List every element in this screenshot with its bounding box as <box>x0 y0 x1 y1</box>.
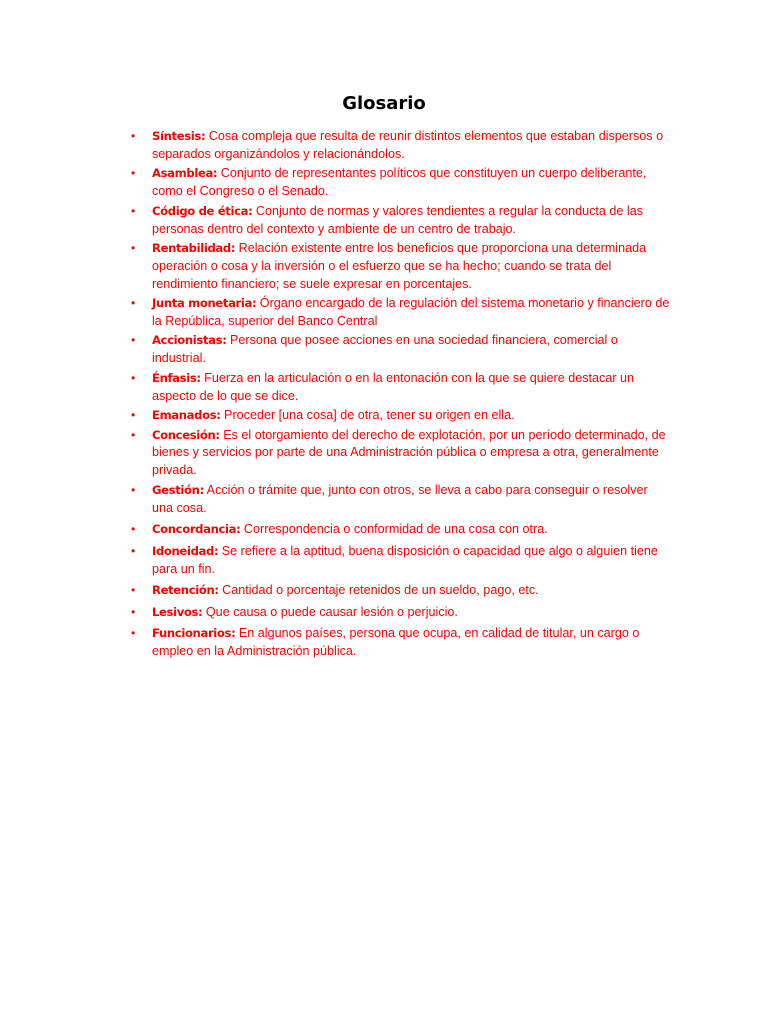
glossary-term: Lesivos: <box>152 604 203 619</box>
glossary-definition: Conjunto de representantes políticos que constituyen un cuerpo deliberante, como el Congreso o el Senado. <box>152 166 647 199</box>
bullet-icon: • <box>131 626 136 641</box>
glossary-entry <box>131 482 672 518</box>
glossary-entry <box>131 427 672 481</box>
glossary-term: Asamblea: <box>152 166 218 181</box>
glossary-term: Concordancia: <box>152 522 241 537</box>
bullet-icon: • <box>131 129 136 143</box>
glossary-term: Junta monetaria: <box>152 296 257 311</box>
glossary-entry <box>131 604 672 622</box>
glossary-definition: Fuerza en la articulación o en la entonación con la que se quiere destacar un aspecto de lo que se dice. <box>152 370 635 403</box>
glossary-definition: Se refiere a la aptitud, buena disposición o capacidad que algo o alguien tiene para un fin. <box>152 543 658 576</box>
glossary-term: Accionistas: <box>152 333 227 348</box>
bullet-icon: • <box>131 522 136 537</box>
glossary-definition: Persona que posee acciones en una sociedad financiera, comercial o industrial. <box>152 333 618 366</box>
glossary-entry <box>131 240 672 294</box>
glossary-definition: Proceder [una cosa] de otra, tener su origen en ella. <box>220 408 515 423</box>
glossary-term: Retención: <box>152 583 219 598</box>
glossary-term: Emanados: <box>152 408 221 423</box>
bullet-icon: • <box>131 240 136 255</box>
glossary-definition: Es el otorgamiento del derecho de explotación, por un período determinado, de bienes y servicios por parte de una Administración pública o empresa a otra, generalmente privada. <box>152 427 666 478</box>
glossary-definition: Cantidad o porcentaje retenidos de un sueldo, pago, etc. <box>218 583 539 598</box>
bullet-icon: • <box>131 427 136 442</box>
glossary-term: Concesión: <box>152 427 220 442</box>
glossary-entry <box>131 582 672 600</box>
glossary-entry <box>131 407 672 425</box>
glossary-entry <box>131 543 672 579</box>
glossary-term: Gestión: <box>152 482 204 497</box>
glossary-list <box>131 128 672 662</box>
glossary-entry <box>131 625 672 661</box>
glossary-entry <box>131 370 672 406</box>
glossary-entry <box>131 332 672 368</box>
glossary-term: Código de ética: <box>152 203 253 218</box>
glossary-definition: Órgano encargado de la regulación del sistema monetario y financiero de la República, superior del Banco Central <box>152 296 670 329</box>
glossary-term: Rentabilidad: <box>152 240 236 255</box>
glossary-entry <box>131 521 672 539</box>
glossary-entry <box>131 165 672 201</box>
glossary-definition: Acción o trámite que, junto con otros, se lleva a cabo para conseguir o resolver una cosa. <box>152 482 648 515</box>
bullet-icon: • <box>131 583 136 598</box>
glossary-entry <box>131 295 672 331</box>
glossary-definition: Conjunto de normas y valores tendientes a regular la conducta de las personas dentro del contexto y ambiente de un centro de trabajo. <box>152 203 643 236</box>
glossary-entry <box>131 203 672 239</box>
glossary-term: Énfasis: <box>152 370 201 385</box>
glossary-term: Funcionarios: <box>152 626 236 641</box>
bullet-icon: • <box>131 370 136 385</box>
bullet-icon: • <box>131 166 136 181</box>
glossary-term: Idoneidad: <box>152 543 219 558</box>
bullet-icon: • <box>131 203 136 218</box>
glossary-term: Síntesis: <box>152 129 206 143</box>
glossary-definition: Que causa o puede causar lesión o perjuicio. <box>202 604 458 619</box>
glossary-definition: Relación existente entre los beneficios que proporciona una determinada operación o cosa y la inversión o el esfuerzo que se ha hecho; cuando se trata del rendimiento financiero; se suele expresar en porcentajes. <box>152 240 647 291</box>
bullet-icon: • <box>131 296 136 311</box>
glossary-definition: Correspondencia o conformidad de una cosa con otra. <box>240 522 548 537</box>
glossary-definition: Cosa compleja que resulta de reunir distintos elementos que estaban dispersos o separados organizándolos y relacionándolos. <box>152 129 664 161</box>
bullet-icon: • <box>131 604 136 619</box>
bullet-icon: • <box>131 482 136 497</box>
document-title: Glosario <box>342 93 426 114</box>
bullet-icon: • <box>131 408 136 423</box>
bullet-icon: • <box>131 333 136 348</box>
glossary-definition: En algunos países, persona que ocupa, en calidad de titular, un cargo o empleo en la Administración pública. <box>152 626 640 658</box>
bullet-icon: • <box>131 543 136 558</box>
glossary-entry <box>131 128 672 164</box>
